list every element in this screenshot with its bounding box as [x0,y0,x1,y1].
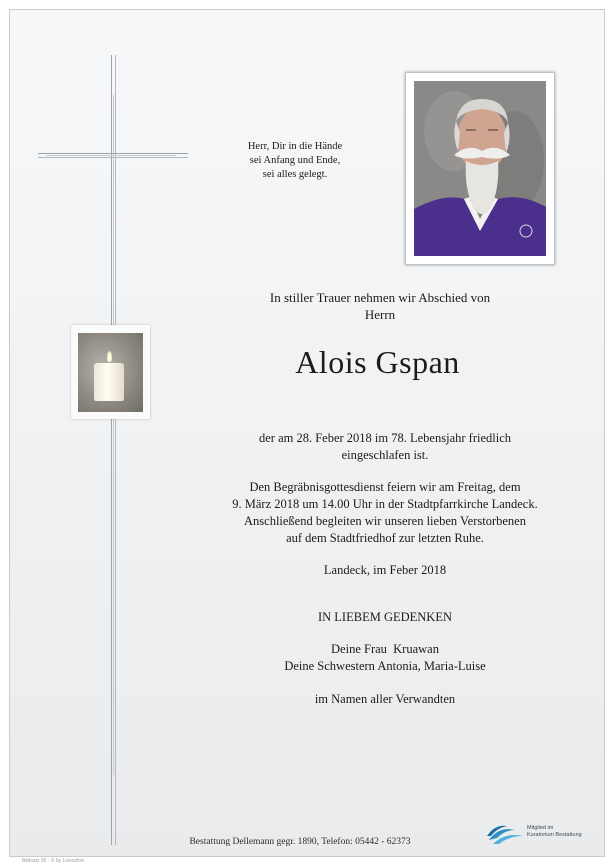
undertaker-footer: Bestattung Dellemann gegr. 1890, Telefon: 05442 - 62373 [189,837,411,847]
candle-image [71,325,150,419]
funeral-line: auf dem Stadtfriedhof zur letzten Ruhe. [286,531,484,545]
funeral-line: Anschließend begleiten wir unseren lieben Verstorbenen [244,514,526,528]
cross-horizontal-bar [38,153,188,158]
candle-icon [94,363,124,401]
farewell-intro [210,289,550,323]
portrait-photo [414,81,546,256]
mourner-line: Deine Frau Kruawan [331,642,439,656]
logo-line: Mitglied im [527,825,554,831]
kuratorium-logo [485,820,605,854]
verse-line: Herr, Dir in die Hände [247,141,343,152]
passing-line: der am 28. Feber 2018 im 78. Lebensjahr friedlich [258,431,511,445]
funeral-line: Den Begräbnisgottesdienst feiern wir am Freitag, dem [249,480,521,494]
verse-line: sei Anfang und Ende, [249,155,341,166]
memorial-heading-text: IN LIEBEM GEDENKEN [317,610,452,624]
logo-text [527,825,582,839]
candle-photo [78,333,143,412]
relatives-text: im Namen aller Verwandten [314,692,456,706]
funeral-details [200,479,570,547]
kuratorium-wave-icon [485,820,527,850]
candle-flame-icon [107,351,112,362]
place-date-text: Landeck, im Feber 2018 [323,563,447,577]
verse [210,140,380,182]
intro-line: Herrn [364,307,396,322]
passing-line: eingeschlafen ist. [341,448,429,462]
logo-line: Kuratorium Bestattung [527,832,582,838]
relatives-line [200,691,570,708]
obituary-card [9,9,605,864]
funeral-line: 9. März 2018 um 14.00 Uhr in der Stadtpfarrkirche Landeck. [232,497,538,511]
intro-line: In stiller Trauer nehmen wir Abschied von [269,290,491,305]
memorial-heading [200,609,570,626]
verse-line: sei alles gelegt. [262,169,328,180]
mourners-list [200,641,570,675]
cross-vertical-bar [111,55,116,845]
place-date [200,562,570,579]
portrait-frame [405,72,555,265]
portrait-illustration [414,81,546,256]
mourner-line: Deine Schwestern Antonia, Maria-Luise [284,659,486,673]
passing-notice [200,430,570,464]
image-credit: Bildsatz 90 - © by Lizenzfrei [22,858,85,864]
deceased-name: Alois Gspan [295,344,460,380]
